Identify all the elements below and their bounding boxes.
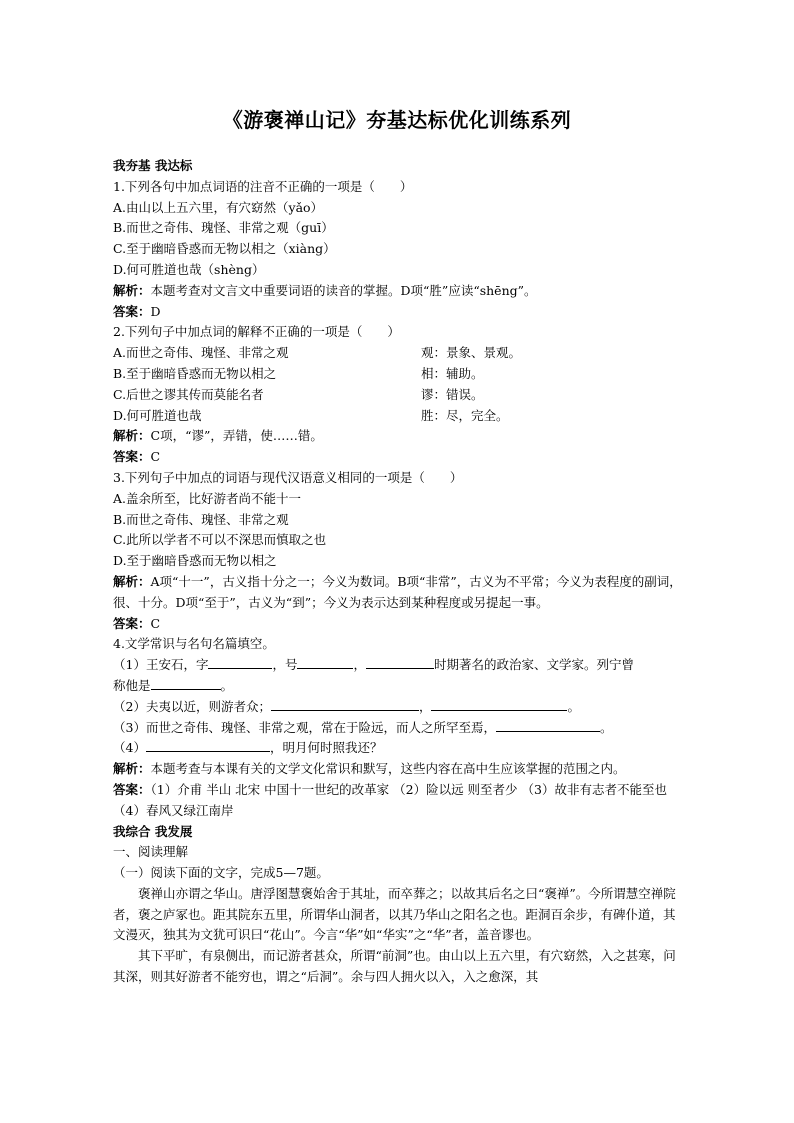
option-row	[113, 385, 683, 406]
answer-blank[interactable]	[146, 738, 270, 752]
answer-blank[interactable]	[271, 697, 419, 711]
option-text: A.而世之奇伟、瑰怪、非常之观	[113, 345, 289, 361]
answer	[113, 780, 683, 822]
fill-text: （3）而世之奇伟、瑰怪、非常之观，常在于险远，而人之所罕至焉，	[113, 719, 496, 735]
fill-line	[113, 738, 683, 759]
option-explanation: 胜：尽，完全。	[421, 407, 509, 423]
analysis	[113, 281, 683, 302]
answer-text: （1）介甫 半山 北宋 中国十一世纪的改革家 （2）险以远 则至者少 （3）故非有志者不能至也 （4）春风又绿江南岸	[113, 781, 667, 818]
fill-text: （1）王安石，字	[113, 657, 209, 673]
answer-blank[interactable]	[151, 676, 221, 690]
fill-text: ，号	[272, 657, 298, 673]
analysis-label: 解析：	[113, 573, 151, 589]
answer-blank[interactable]	[366, 655, 434, 669]
passage-paragraph: 其下平旷，有泉侧出，而记游者甚众，所谓“前洞”也。由山以上五六里，有穴窈然，入之甚寒，问其深，则其好游者不能穷也，谓之“后洞”。余与四人拥火以入，入之愈深，其	[113, 948, 676, 985]
fill-text: 。	[599, 719, 613, 735]
option-d: D.至于幽暗昏惑而无物以相之	[113, 553, 277, 569]
answer-text: C	[150, 615, 161, 631]
fill-line	[113, 718, 683, 739]
answer	[113, 302, 683, 323]
fill-text: （2）夫夷以近，则游者众；	[113, 698, 271, 714]
option-row	[113, 343, 683, 364]
fill-text: 。	[567, 698, 580, 714]
option-text: B.至于幽暗昏惑而无物以相之	[113, 365, 277, 381]
option-b: B.而世之奇伟、瑰怪、非常之观	[113, 511, 289, 527]
option-explanation: 观：景象、景观。	[421, 345, 522, 361]
answer-text: D	[150, 303, 161, 319]
analysis	[113, 759, 683, 780]
section-heading: 我综合 我发展	[113, 823, 193, 839]
answer-label: 答案：	[113, 449, 151, 465]
answer-label: 答案：	[113, 781, 151, 797]
answer-blank[interactable]	[431, 697, 567, 711]
fill-text: ，明月何时照我还？	[269, 740, 383, 756]
option-explanation: 谬：错误。	[421, 386, 484, 402]
fill-line	[113, 655, 683, 676]
analysis-label: 解析：	[113, 428, 151, 444]
fill-text: （4）	[113, 740, 146, 756]
question-stem: 2.下列句子中加点词的解释不正确的一项是（ ）	[113, 324, 400, 340]
question-stem: 4.文学常识与名句名篇填空。	[113, 636, 275, 652]
analysis-label: 解析：	[113, 761, 151, 777]
answer-blank[interactable]	[208, 655, 272, 669]
answer	[113, 614, 683, 635]
document-title: 《游褒禅山记》夯基达标优化训练系列	[222, 108, 572, 132]
option-c: C.此所以学者不可以不深思而慎取之也	[113, 532, 327, 548]
passage-paragraph: 褒禅山亦谓之华山。唐浮图慧褒始舍于其址，而卒葬之；以故其后名之曰“褒禅”。今所谓慧空禅院者，褒之庐冢也。距其院东五里，所谓华山洞者，以其乃华山之阳名之也。距洞百余步，有碑仆道，其文漫灭，独其为文犹可识曰“花山”。今言“华”如“华实”之“华”者，盖音谬也。	[113, 885, 676, 943]
option-text: C.后世之谬其传而莫能名者	[113, 386, 264, 402]
fill-text: 。	[220, 677, 234, 693]
option-a: A.盖余所至，比好游者尚不能十一	[113, 490, 302, 506]
option-a: A.由山以上五六里，有穴窈然（yǎo）	[113, 199, 324, 215]
fill-text: 称他是	[113, 677, 151, 693]
part-subheading: （一）阅读下面的文字，完成5—7题。	[113, 865, 329, 881]
answer-label: 答案：	[113, 303, 151, 319]
analysis-text: 本题考查与本课有关的文学文化常识和默写，这些内容在高中生应该掌握的范围之内。	[150, 761, 626, 777]
part-heading: 一、阅读理解	[113, 844, 189, 860]
analysis-text: C项，“谬”，弄错，使……错。	[150, 428, 323, 444]
option-row	[113, 364, 683, 385]
question-stem: 3.下列句子中加点的词语与现代汉语意义相同的一项是（ ）	[113, 469, 463, 485]
section-heading: 我夯基 我达标	[113, 158, 193, 173]
fill-text: ，	[353, 657, 366, 673]
option-text: D.何可胜道也哉	[113, 407, 202, 423]
question-stem: 1.下列各句中加点词语的注音不正确的一项是（ ）	[113, 178, 413, 194]
option-c: C.至于幽暗昏惑而无物以相之（xiàng）	[113, 241, 336, 257]
analysis-label: 解析：	[113, 282, 151, 298]
analysis	[113, 426, 683, 447]
fill-text: 时期著名的政治家、文学家。列宁曾	[434, 657, 635, 673]
analysis-text: A项“十一”，古义指十分之一；今义为数词。B项“非常”，古义为不平常；今义为表程度的副词，很、十分。D项“至于”，古义为“到”；今义为表示达到某种程度或另提起一事。	[113, 573, 682, 610]
fill-text: ，	[418, 698, 432, 714]
option-d: D.何可胜道也哉（shèng）	[113, 261, 265, 277]
analysis	[113, 572, 683, 614]
answer-blank[interactable]	[496, 718, 600, 732]
option-row	[113, 406, 683, 427]
analysis-text: 本题考查对文言文中重要词语的读音的掌握。D项“胜”应读“shēng”。	[150, 282, 537, 298]
fill-line	[113, 676, 683, 697]
answer-blank[interactable]	[297, 655, 353, 669]
answer-label: 答案：	[113, 615, 151, 631]
answer-text: C	[150, 449, 161, 465]
option-b: B.而世之奇伟、瑰怪、非常之观（guī）	[113, 220, 334, 236]
option-explanation: 相：辅助。	[421, 365, 484, 381]
answer	[113, 447, 683, 468]
document-body	[113, 156, 683, 988]
fill-line	[113, 697, 683, 718]
